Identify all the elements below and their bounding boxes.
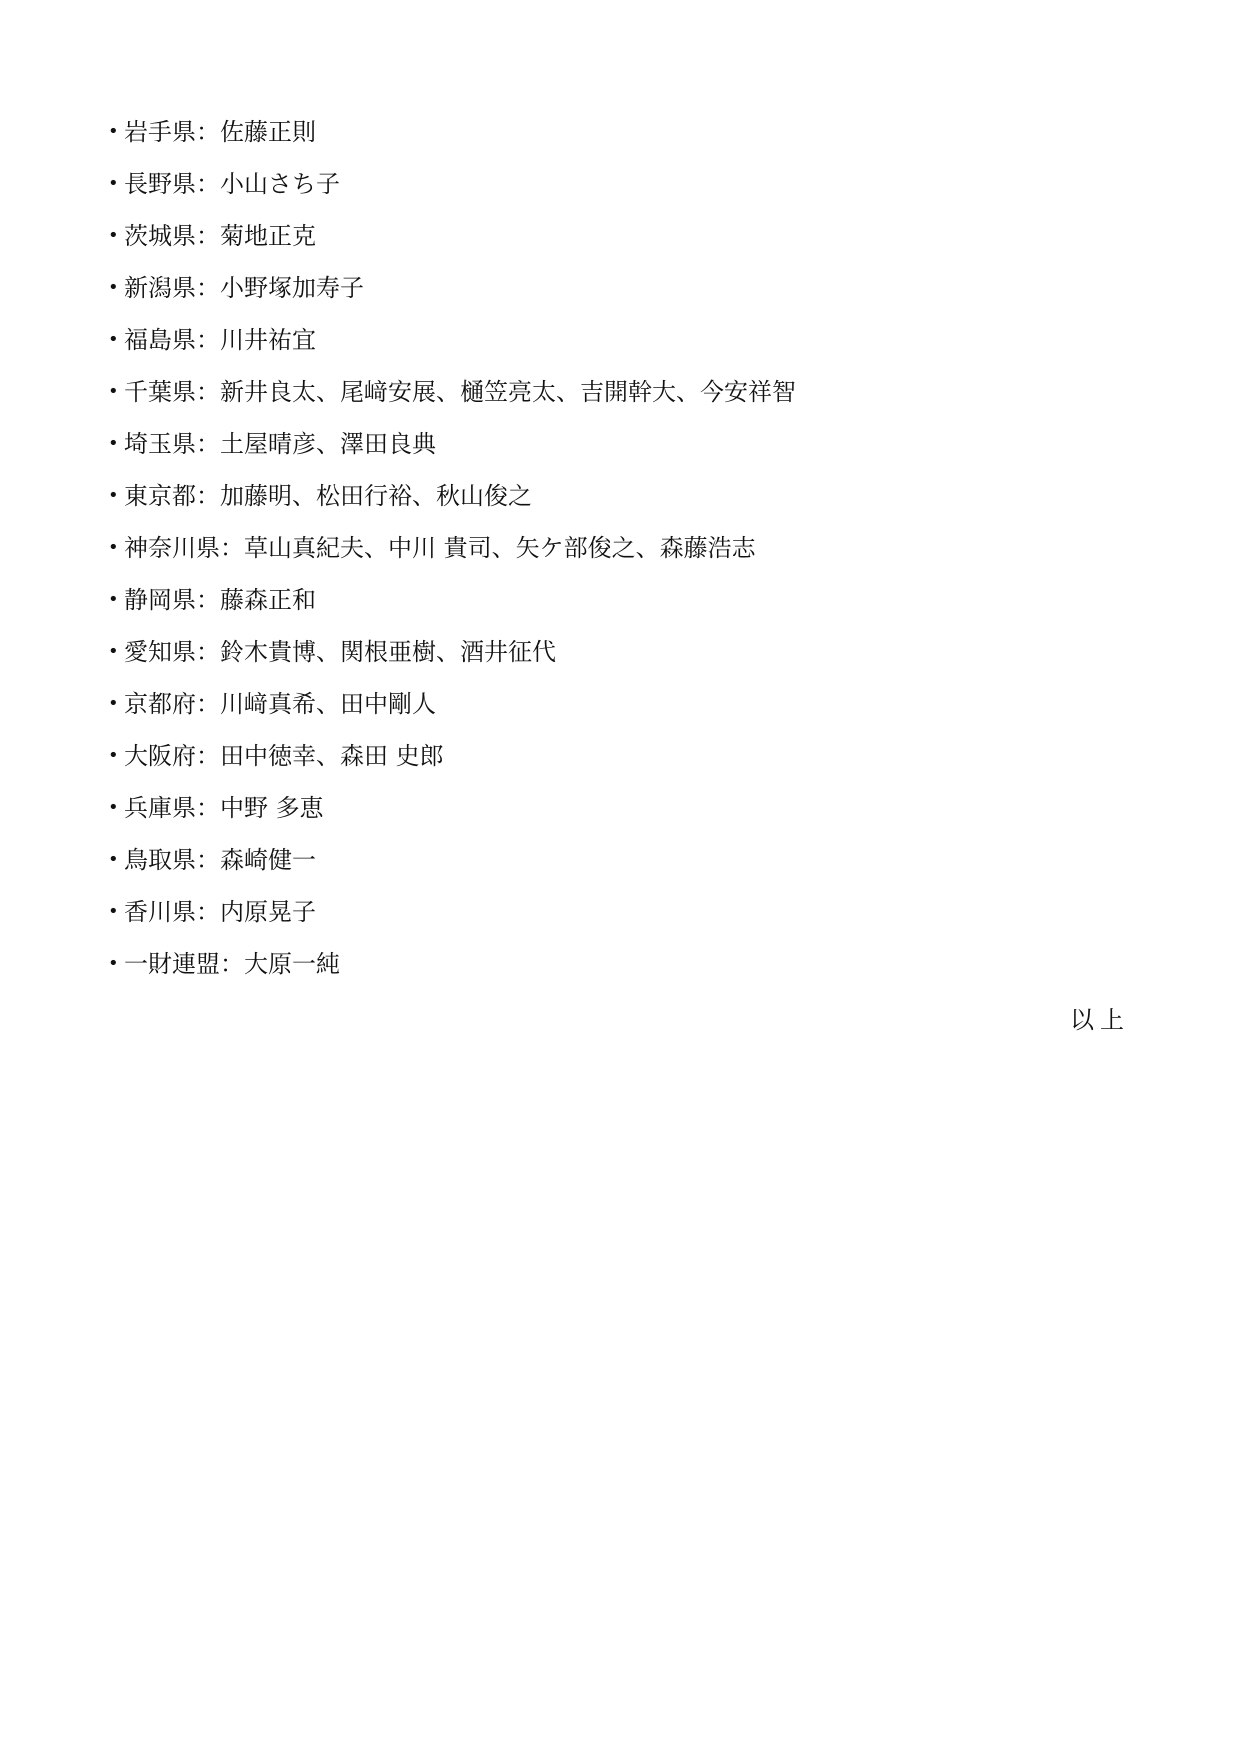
bullet-icon: •: [108, 277, 119, 298]
list-item-text: 静岡県：藤森正和: [124, 586, 316, 614]
list-item: [108, 634, 1108, 686]
list-item: [108, 322, 1108, 374]
list-item-text: 一財連盟：大原一純: [124, 950, 340, 978]
bullet-icon: •: [108, 537, 119, 558]
list-item-text: 埼玉県：土屋晴彦、澤田良典: [124, 430, 436, 458]
list-item-text: 東京都：加藤明、松田行裕、秋山俊之: [124, 482, 532, 510]
list-item-text: 新潟県：小野塚加寿子: [124, 274, 364, 302]
list-item: [108, 686, 1108, 738]
list-item-text: 茨城県：菊地正克: [124, 222, 316, 250]
list-item-text: 福島県：川井祐宜: [124, 326, 316, 354]
list-item: [108, 426, 1108, 478]
list-item-text: 鳥取県：森崎健一: [124, 846, 316, 874]
bullet-icon: •: [108, 121, 119, 142]
list-item: [108, 582, 1108, 634]
bullet-icon: •: [108, 381, 119, 402]
list-item: [108, 374, 1108, 426]
list-item-text: 兵庫県：中野 多恵: [124, 794, 324, 822]
bullet-icon: •: [108, 797, 119, 818]
member-list: [108, 114, 1108, 998]
list-item: [108, 166, 1108, 218]
list-item: [108, 790, 1108, 842]
list-item: [108, 478, 1108, 530]
list-item-text: 岩手県：佐藤正則: [124, 118, 316, 146]
bullet-icon: •: [108, 589, 119, 610]
list-item: [108, 270, 1108, 322]
list-item-text: 愛知県：鈴木貴博、関根亜樹、酒井征代: [124, 638, 556, 666]
list-item: [108, 894, 1108, 946]
list-item-text: 香川県：内原晃子: [124, 898, 316, 926]
list-item-text: 大阪府：田中徳幸、森田 史郎: [124, 742, 444, 770]
list-item: [108, 530, 1108, 582]
bullet-icon: •: [108, 693, 119, 714]
bullet-icon: •: [108, 641, 119, 662]
bullet-icon: •: [108, 485, 119, 506]
bullet-icon: •: [108, 745, 119, 766]
bullet-icon: •: [108, 225, 119, 246]
list-item-text: 長野県：小山さち子: [124, 170, 340, 198]
list-item-text: 京都府：川﨑真希、田中剛人: [124, 690, 436, 718]
bullet-icon: •: [108, 901, 119, 922]
list-item-text: 千葉県：新井良太、尾﨑安展、樋笠亮太、吉開幹大、今安祥智: [124, 378, 796, 406]
list-item-text: 神奈川県：草山真紀夫、中川 貴司、矢ケ部俊之、森藤浩志: [124, 534, 756, 562]
list-item: [108, 114, 1108, 166]
bullet-icon: •: [108, 433, 119, 454]
bullet-icon: •: [108, 849, 119, 870]
bullet-icon: •: [108, 173, 119, 194]
bullet-icon: •: [108, 953, 119, 974]
list-item: [108, 946, 1108, 998]
closing-text: 以上: [1070, 1006, 1130, 1034]
list-item: [108, 738, 1108, 790]
list-item: [108, 218, 1108, 270]
list-item: [108, 842, 1108, 894]
bullet-icon: •: [108, 329, 119, 350]
